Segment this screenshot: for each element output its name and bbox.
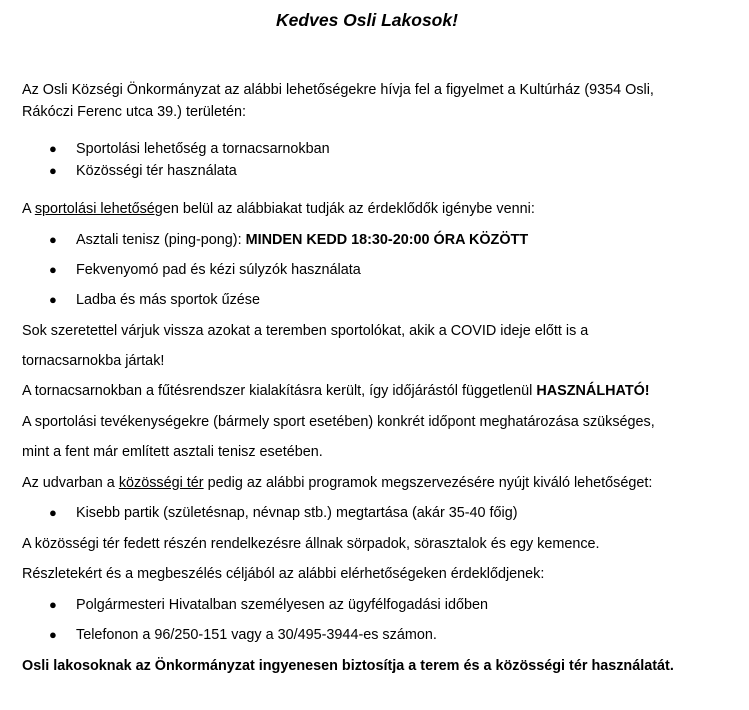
community-intro-suffix: pedig az alábbi programok megszervezésére nyújt kiváló lehetőséget: [203,475,653,491]
sport-intro-prefix: A [22,201,35,217]
community-intro-prefix: Az udvarban a [22,475,119,491]
covered-area-paragraph: A közösségi tér fedett részén rendelkezésre állnak sörpadok, sörasztalok és egy kemence. [22,536,600,552]
bullet-icon: ● [49,163,57,178]
heating-usable: HASZNÁLHATÓ! [536,383,650,399]
heating-paragraph [22,380,712,402]
community-space-link: közösségi tér [118,475,204,491]
closing-statement: Osli lakosoknak az Önkormányzat ingyenesen biztosítja a terem és a közösségi tér használatát. [22,658,674,674]
list-item-text [76,229,528,251]
list-item-text: Kisebb partik (születésnap, névnap stb.) megtartása (akár 35-40 főig) [76,505,518,521]
bullet-icon: ● [49,141,57,156]
sport-intro [22,198,712,220]
appointment-line-1: A sportolási tevékenységekre (bármely sport esetében) konkrét időpont meghatározása szükséges, [22,414,655,430]
sport-intro-suffix: en belül az alábbiakat tudják az érdeklődők igénybe venni: [162,201,535,217]
heating-text: A tornacsarnokban a fűtésrendszer kialakításra került, így időjárástól függetlenül [22,383,537,399]
table-tennis-schedule: MINDEN KEDD 18:30-20:00 ÓRA KÖZÖTT [245,232,529,248]
appointment-line-2: mint a fent már említett asztali tenisz esetében. [22,444,323,460]
community-intro [22,472,712,494]
list-item-text: Fekvenyomó pad és kézi súlyzók használata [76,262,361,278]
list-item-text: Polgármesteri Hivatalban személyesen az ügyfélfogadási időben [76,597,488,613]
bullet-icon: ● [49,292,57,307]
intro-line-1: Az Osli Községi Önkormányzat az alábbi lehetőségekre hívja fel a figyelmet a Kultúrház (9354 Osli, [22,82,654,98]
bullet-icon: ● [49,505,57,520]
list-item-text: Sportolási lehetőség a tornacsarnokban [76,141,330,157]
welcome-line-2: tornacsarnokba jártak! [22,353,165,369]
table-tennis-label: Asztali tenisz (ping-pong): [76,232,246,248]
page-title: Kedves Osli Lakosok! [276,10,458,30]
bullet-icon: ● [49,597,57,612]
bullet-icon: ● [49,627,57,642]
list-item-text: Telefonon a 96/250-151 vagy a 30/495-3944-es számon. [76,627,437,643]
contact-intro: Részletekért és a megbeszélés céljából az alábbi elérhetőségeken érdeklődjenek: [22,566,545,582]
welcome-line-1: Sok szeretettel várjuk vissza azokat a teremben sportolókat, akik a COVID ideje előtt is a [22,323,589,339]
list-item-text: Ladba és más sportok űzése [76,292,260,308]
bullet-icon: ● [49,232,57,247]
sport-opportunity-link: sportolási lehetőség [34,201,163,217]
intro-line-2: Rákóczi Ferenc utca 39.) területén: [22,104,246,120]
bullet-icon: ● [49,262,57,277]
list-item-text: Közösségi tér használata [76,163,237,179]
